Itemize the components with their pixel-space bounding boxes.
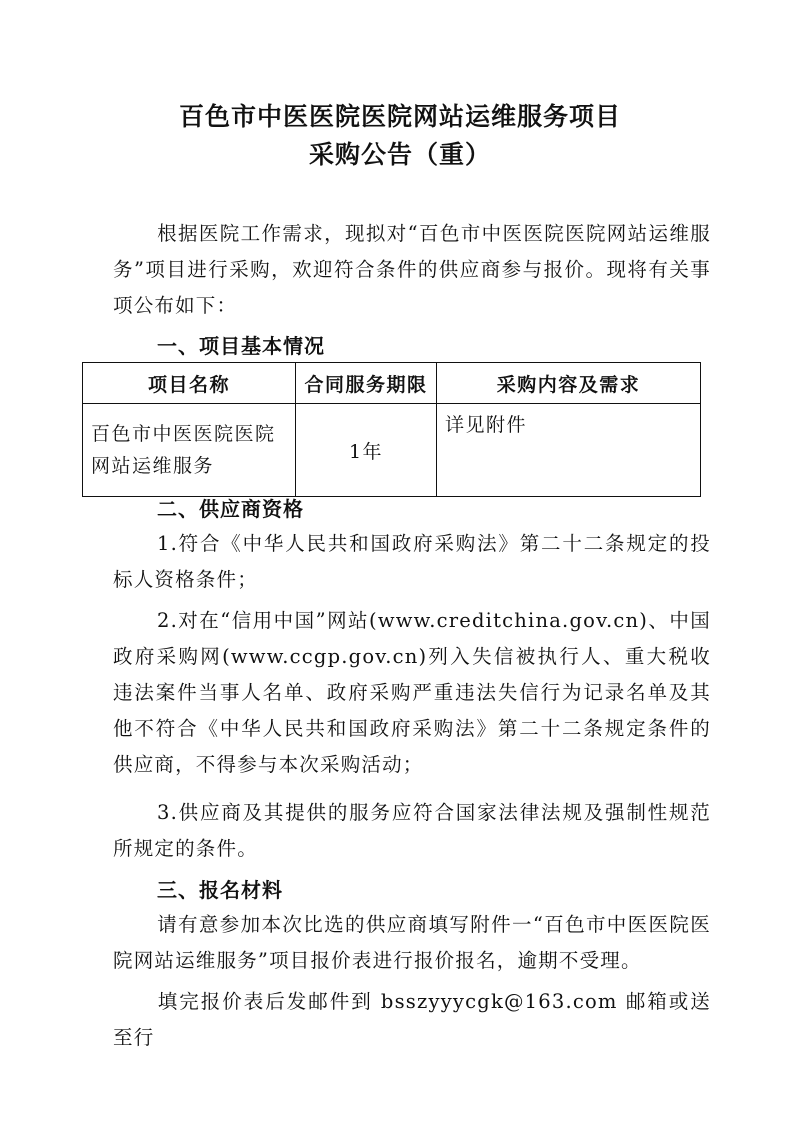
header-contract-term: 合同服务期限: [296, 363, 437, 404]
qualification-item-1: [113, 526, 711, 598]
intro-text: 根据医院工作需求，现拟对“百色市中医医院医院网站运维服务”项目进行采购，欢迎符合条件的供应商参与报价。现将有关事项公布如下：: [113, 222, 711, 317]
registration-paragraph-2: [113, 984, 711, 1056]
section3-heading: 三、报名材料: [157, 878, 283, 902]
qualification-text-2: 2.对在“信用中国”网站(www.creditchina.gov.cn)、中国政府采购网(www.ccgp.gov.cn)列入失信被执行人、重大税收违法案件当事人名单、政府采购严重违法失信行为记录名单及其他不符合《中华人民共和国政府采购法》第二十二条规定条件的供应商，不得参与本次采购活动；: [113, 609, 711, 776]
table-row: [83, 404, 701, 497]
header-project-name: 项目名称: [83, 363, 296, 404]
section2-heading: 二、供应商资格: [157, 497, 304, 521]
registration-text-1: 请有意参加本次比选的供应商填写附件一“百色市中医医院医院网站运维服务”项目报价表进行报价报名，逾期不受理。: [113, 913, 711, 972]
cell-project-name: 百色市中医医院医院网站运维服务: [83, 404, 296, 497]
qualification-item-3: [113, 795, 711, 867]
cell-requirements: 详见附件: [437, 404, 701, 497]
qualification-text-1: 1.符合《中华人民共和国政府采购法》第二十二条规定的投标人资格条件；: [113, 532, 711, 591]
project-info-table: [82, 362, 701, 497]
qualification-item-2: [113, 603, 711, 783]
qualification-text-3: 3.供应商及其提供的服务应符合国家法律法规及强制性规范所规定的条件。: [113, 801, 711, 860]
document-title-line1: 百色市中医医院医院网站运维服务项目: [178, 102, 621, 131]
section1-heading: 一、项目基本情况: [157, 334, 325, 358]
registration-paragraph-1: [113, 907, 711, 979]
intro-paragraph: [113, 216, 711, 324]
cell-contract-term: 1年: [296, 404, 437, 497]
document-title-line2: 采购公告（重）: [308, 140, 491, 169]
header-requirements: 采购内容及需求: [437, 363, 701, 404]
registration-text-2: 填完报价表后发邮件到 bsszyyycgk@163.com 邮箱或送至行: [113, 990, 711, 1049]
table-header-row: [83, 363, 701, 404]
